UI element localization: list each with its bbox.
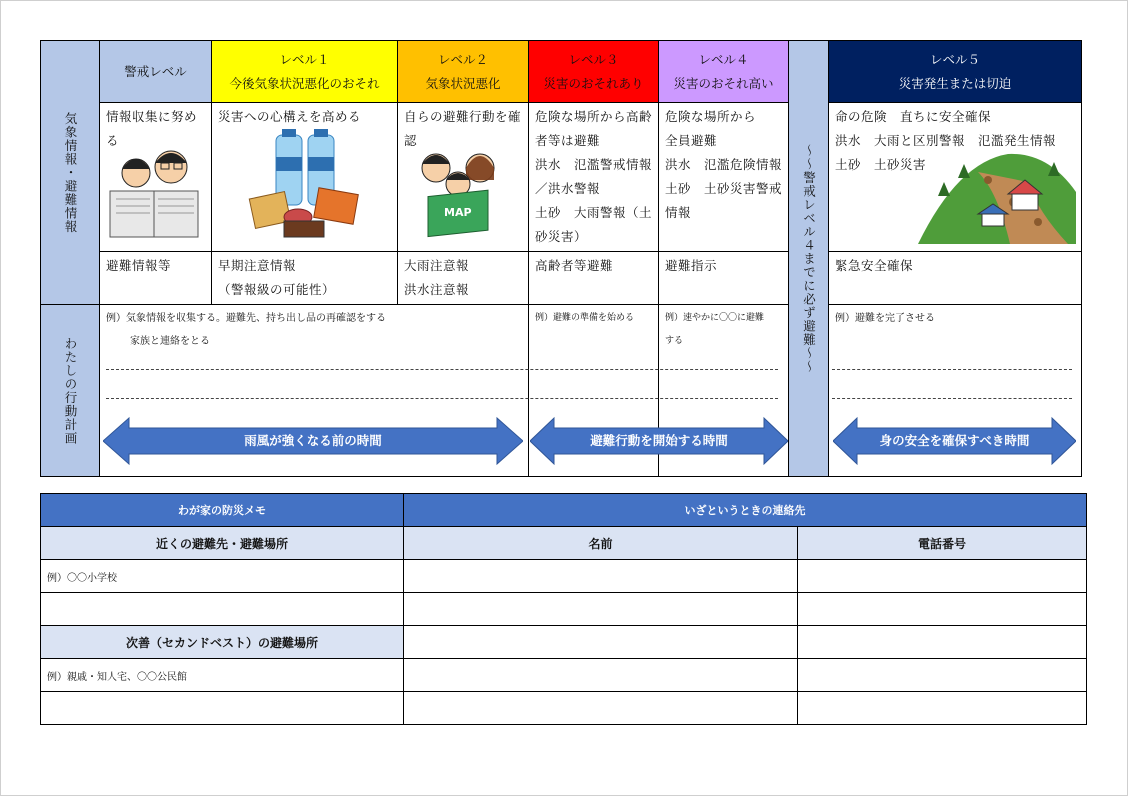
table-row [41, 626, 1087, 659]
memo-title: わが家の防災メモ [178, 504, 266, 517]
evac-text-1a: 早期注意情報 [218, 258, 297, 273]
info-text-5b: 洪水 大雨と区別警報 氾濫発生情報 [835, 133, 1057, 148]
arrow-label-before-storm: 雨風が強くなる前の時間 [244, 433, 382, 448]
weather-info-label-cell [41, 41, 100, 305]
evac-text-2b: 洪水注意報 [404, 282, 470, 297]
example-school: 例）〇〇小学校 [47, 572, 117, 584]
svg-text:MAP: MAP [444, 206, 472, 219]
shelter-entry-1[interactable] [41, 560, 404, 593]
contact-phone-field[interactable] [798, 692, 1087, 725]
evac-cell-1 [212, 252, 398, 305]
level2-header [398, 41, 529, 103]
evac-text-5: 緊急安全確保 [835, 258, 914, 273]
contact-name-field[interactable] [404, 692, 798, 725]
shelter-entry-2[interactable] [41, 593, 404, 626]
warning-level-title: 警戒レベル [124, 63, 187, 79]
level3-desc: 災害のおそれあり [543, 75, 644, 91]
plan-example-4a: 例）速やかに〇〇に避難 [665, 313, 765, 323]
level5-desc: 災害発生または切迫 [898, 75, 1012, 91]
note-line [832, 369, 1072, 370]
evac-cell-3 [529, 252, 659, 305]
contact-title: いざというときの連絡先 [684, 504, 806, 517]
second-shelter-entry-2[interactable] [41, 692, 404, 725]
info-text-0: 情報収集に努める [106, 109, 198, 148]
level2-title: レベル２ [437, 51, 488, 67]
contact-name-field[interactable] [404, 659, 798, 692]
evac-text-0: 避難情報等 [106, 258, 172, 273]
name-header [404, 527, 798, 560]
level5-title: レベル５ [929, 51, 980, 67]
evac-cell-5 [829, 252, 1082, 305]
contact-phone-field[interactable] [798, 560, 1087, 593]
nearby-shelter-header [41, 527, 404, 560]
weather-info-label: 気象情報・避難情報 [63, 111, 78, 234]
evac-cell-0 [100, 252, 212, 305]
warning-level-table [40, 40, 1082, 477]
contact-title-cell [404, 494, 1087, 527]
info-text-3c: 土砂 大雨警報（土砂災害） [535, 205, 653, 244]
family-with-map-illustration-icon [414, 150, 500, 242]
my-plan-label-cell [41, 305, 100, 477]
note-line [106, 398, 778, 399]
info-text-3b: 洪水 氾濫警戒情報／洪水警報 [535, 157, 653, 196]
arrow-label-start-evacuation: 避難行動を開始する時間 [590, 433, 728, 448]
info-text-5c: 土砂 土砂災害 [835, 157, 927, 172]
memo-title-cell [41, 494, 404, 527]
level4-desc: 災害のおそれ高い [673, 75, 774, 91]
level3-header [529, 41, 659, 103]
reading-newspaper-illustration-icon [106, 143, 202, 241]
info-text-4a: 危険な場所から [665, 109, 757, 124]
evac-cell-2 [398, 252, 529, 305]
my-plan-label: わたしの行動計画 [63, 336, 78, 445]
level3-title: レベル３ [568, 51, 619, 67]
evac-text-3: 高齢者等避難 [535, 258, 614, 273]
info-cell-4 [659, 103, 789, 252]
level4-header [659, 41, 789, 103]
info-text-2: 自らの避難行動を確認 [404, 109, 522, 148]
evac-by-level4-cell [789, 41, 829, 477]
second-shelter-entry-1[interactable] [41, 659, 404, 692]
note-line [106, 369, 778, 370]
landslide-illustration-icon [918, 152, 1076, 244]
plan-example-1b: 家族と連絡をとる [130, 336, 210, 347]
plan-example-3: 例）避難の準備を始める [535, 313, 635, 323]
level1-header [212, 41, 398, 103]
contact-name-field[interactable] [404, 593, 798, 626]
table-row [41, 692, 1087, 725]
contact-name-field[interactable] [404, 626, 798, 659]
level5-header [829, 41, 1082, 103]
table-row [41, 560, 1087, 593]
level2-desc: 気象状況悪化 [425, 75, 501, 91]
table-row [41, 593, 1087, 626]
info-text-4c: 洪水 氾濫危険情報 [665, 157, 783, 172]
nearby-shelter-label: 近くの避難先・避難場所 [155, 536, 288, 551]
level4-title: レベル４ [698, 51, 749, 67]
contact-name-field[interactable] [404, 560, 798, 593]
level1-title: レベル１ [279, 51, 330, 67]
evac-text-4: 避難指示 [665, 258, 718, 273]
second-best-header [41, 626, 404, 659]
plan-example-1a: 例）気象情報を収集する。避難先、持ち出し品の再確認をする [106, 313, 386, 324]
plan-example-4b: する [665, 336, 684, 346]
table-row [41, 659, 1087, 692]
evac-by-level4-label: ～～警戒レベル４までに必ず避難～～ [801, 143, 817, 374]
note-line [832, 398, 1072, 399]
info-text-1: 災害への心構えを高める [218, 109, 362, 124]
arrow-label-secure-safety: 身の安全を確保すべき時間 [879, 433, 1030, 448]
name-header-label: 名前 [588, 536, 613, 551]
phone-header [798, 527, 1087, 560]
info-text-5a: 命の危険 直ちに安全確保 [835, 109, 992, 124]
info-text-4b: 全員避難 [665, 133, 718, 148]
phone-header-label: 電話番号 [917, 536, 966, 551]
example-relative: 例）親戚・知人宅、〇〇公民館 [47, 671, 187, 683]
info-text-4d: 土砂 土砂災害警戒情報 [665, 181, 783, 220]
contact-phone-field[interactable] [798, 659, 1087, 692]
evac-cell-4 [659, 252, 789, 305]
second-best-label: 次善（セカンドベスト）の避難場所 [125, 635, 318, 650]
disaster-memo-table [40, 493, 1087, 725]
evac-text-2a: 大雨注意報 [404, 258, 470, 273]
evac-text-1b: （警報級の可能性） [218, 282, 336, 297]
water-and-food-supplies-illustration-icon [248, 129, 368, 241]
warning-level-header [100, 41, 212, 103]
plan-example-5: 例）避難を完了させる [835, 313, 935, 324]
contact-phone-field[interactable] [798, 593, 1087, 626]
level1-desc: 今後気象状況悪化のおそれ [229, 75, 380, 91]
info-cell-3 [529, 103, 659, 252]
contact-phone-field[interactable] [798, 626, 1087, 659]
info-text-3a: 危険な場所から高齢者等は避難 [535, 109, 653, 148]
